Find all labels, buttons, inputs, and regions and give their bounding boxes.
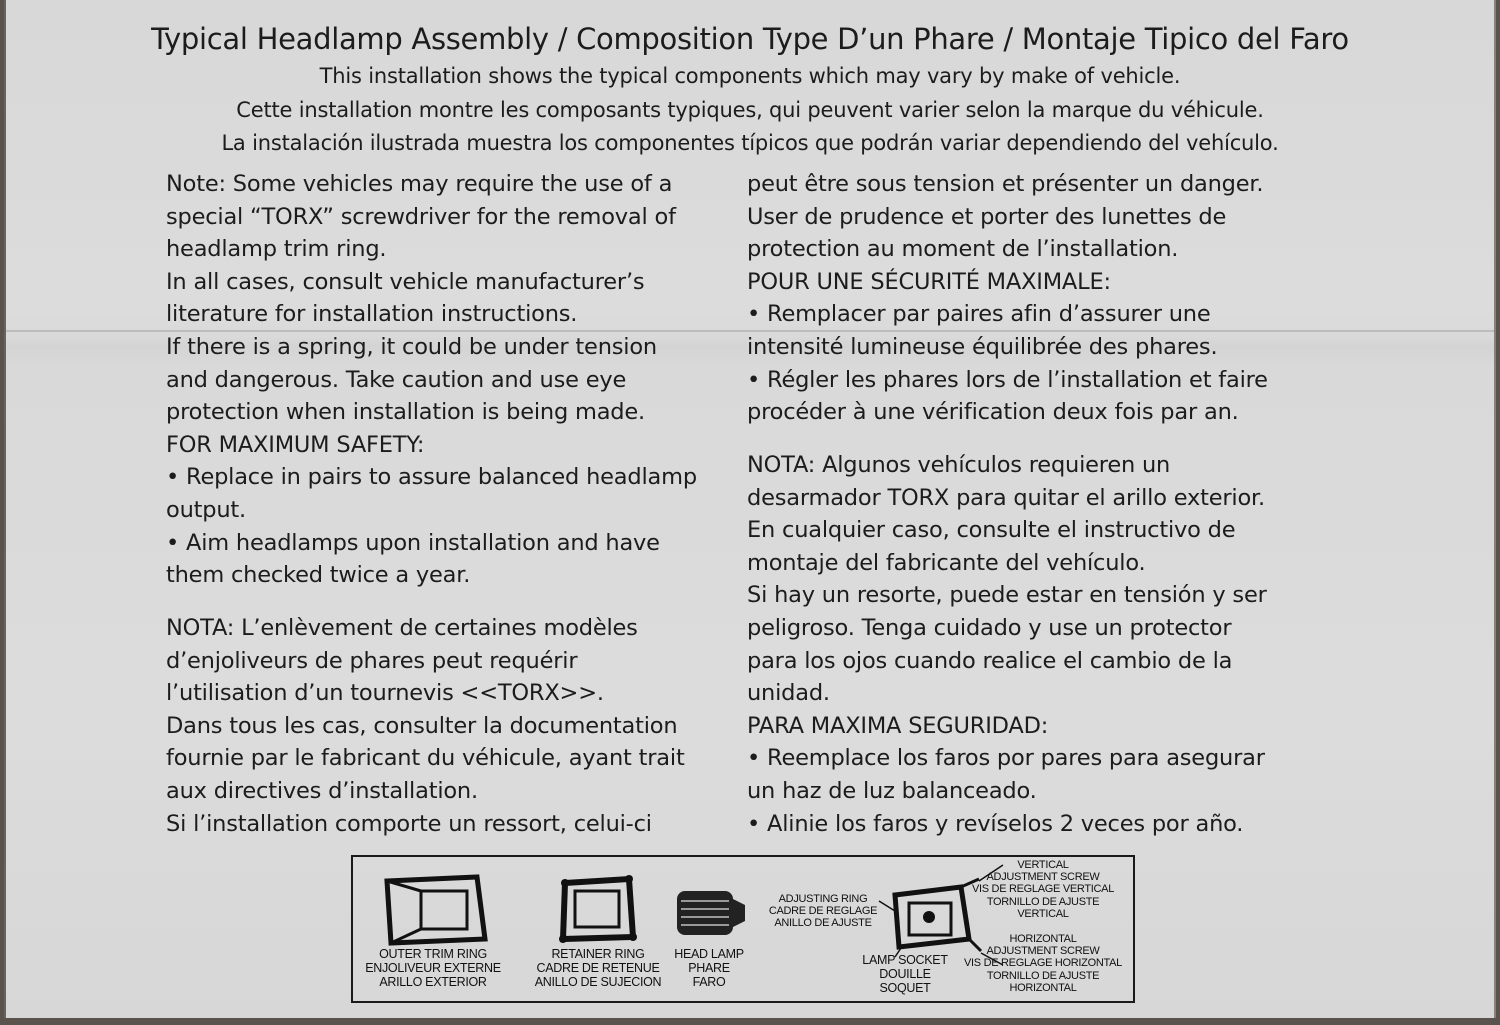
- right-column-french: [747, 168, 1268, 429]
- text-line: • Replace in pairs to assure balanced headlamp: [166, 464, 697, 491]
- text-line: Si hay un resorte, puede estar en tensión y ser: [747, 582, 1267, 609]
- text-line: un haz de luz balanceado.: [747, 777, 1037, 804]
- text-line: Dans tous les cas, consulter la documentation: [166, 712, 678, 739]
- text-line: output.: [166, 496, 246, 523]
- text-line: desarmador TORX para quitar el arillo exterior.: [747, 484, 1265, 511]
- horizontal-adjustment-screw-label: HORIZONTAL ADJUSTMENT SCREW VIS DE REGLAGE HORIZONTAL TORNILLO DE AJUSTE HORIZONTAL: [964, 933, 1122, 994]
- page-title: Typical Headlamp Assembly / Composition Type D’un Phare / Montaje Tipico del Faro: [151, 22, 1349, 56]
- text-line: intensité lumineuse équilibrée des phares.: [747, 333, 1218, 360]
- subtitle-english: This installation shows the typical components which may vary by make of vehicle.: [319, 64, 1181, 88]
- text-line: and dangerous. Take caution and use eye: [166, 366, 627, 393]
- text-line: special “TORX” screwdriver for the removal of: [166, 203, 676, 230]
- outer-trim-ring-label: OUTER TRIM RING ENJOLIVEUR EXTERNE ARILLO EXTERIOR: [365, 947, 501, 989]
- lamp-socket-label: LAMP SOCKET DOUILLE SOQUET: [862, 953, 948, 995]
- text-line: Note: Some vehicles may require the use of a: [166, 171, 673, 197]
- subtitle-french: Cette installation montre les composants typiques, qui peuvent varier selon la marque du véhicule.: [236, 98, 1264, 122]
- text-line: • Alinie los faros y revíselos 2 veces por año.: [747, 810, 1244, 837]
- text-line: unidad.: [747, 680, 830, 707]
- text-line: headlamp trim ring.: [166, 236, 387, 263]
- text-line: fournie par le fabricant du véhicule, ayant trait: [166, 745, 685, 772]
- outer-trim-ring-icon: [381, 873, 491, 945]
- left-column-french: [166, 612, 685, 840]
- text-line: para los ojos cuando realice el cambio de la: [747, 647, 1233, 674]
- text-line: literature for installation instructions.: [166, 301, 578, 328]
- text-line: • Régler les phares lors de l’installation et faire: [747, 366, 1268, 393]
- text-line: protection au moment de l’installation.: [747, 236, 1179, 263]
- text-line: En cualquier caso, consulte el instructivo de: [747, 517, 1236, 544]
- text-line: d’enjoliveurs de phares peut requérir: [166, 647, 578, 674]
- text-line: aux directives d’installation.: [166, 777, 478, 804]
- head-lamp-label: HEAD LAMP PHARE FARO: [674, 947, 744, 989]
- package-panel: [4, 0, 1496, 1018]
- text-line: User de prudence et porter des lunettes de: [747, 203, 1227, 230]
- text-line: protection when installation is being made.: [166, 399, 645, 426]
- text-line: • Remplacer par paires afin d’assurer une: [747, 301, 1211, 328]
- text-line: NOTA: L’enlèvement de certaines modèles: [166, 615, 638, 641]
- left-column-english: [166, 168, 697, 592]
- text-line: l’utilisation d’un tournevis <<TORX>>.: [166, 680, 604, 707]
- subtitle-spanish: La instalación ilustrada muestra los componentes típicos que podrán variar dependiendo del vehículo.: [221, 131, 1279, 155]
- safety-heading: FOR MAXIMUM SAFETY:: [166, 431, 425, 458]
- retainer-ring-label: RETAINER RING CADRE DE RETENUE ANILLO DE SUJECION: [534, 947, 662, 989]
- text-line: procéder à une vérification deux fois par an.: [747, 399, 1239, 426]
- text-line: In all cases, consult vehicle manufacturer’s: [166, 268, 645, 295]
- head-lamp-icon: [673, 885, 751, 941]
- vertical-adjustment-screw-label: VERTICAL ADJUSTMENT SCREW VIS DE REGLAGE VERTICAL TORNILLO DE AJUSTE VERTICAL: [971, 859, 1115, 920]
- text-line: montaje del fabricante del vehículo.: [747, 549, 1146, 576]
- text-line: • Aim headlamps upon installation and have: [166, 529, 660, 556]
- text-line: peligroso. Tenga cuidado y use un protector: [747, 614, 1232, 641]
- assembly-diagram: [351, 855, 1135, 1003]
- text-line: Si l’installation comporte un ressort, celui-ci: [166, 810, 652, 837]
- right-column-spanish: [747, 449, 1267, 840]
- adjusting-ring-label: ADJUSTING RING CADRE DE REGLAGE ANILLO DE AJUSTE: [768, 893, 878, 930]
- text-line: them checked twice a year.: [166, 562, 471, 589]
- safety-heading: POUR UNE SÉCURITÉ MAXIMALE:: [747, 268, 1111, 295]
- text-line: peut être sous tension et présenter un danger.: [747, 171, 1264, 197]
- text-line: • Reemplace los faros por pares para asegurar: [747, 745, 1265, 772]
- safety-heading: PARA MAXIMA SEGURIDAD:: [747, 712, 1049, 739]
- retainer-ring-icon: [557, 873, 639, 945]
- text-line: If there is a spring, it could be under tension: [166, 333, 657, 360]
- text-line: NOTA: Algunos vehículos requieren un: [747, 452, 1171, 478]
